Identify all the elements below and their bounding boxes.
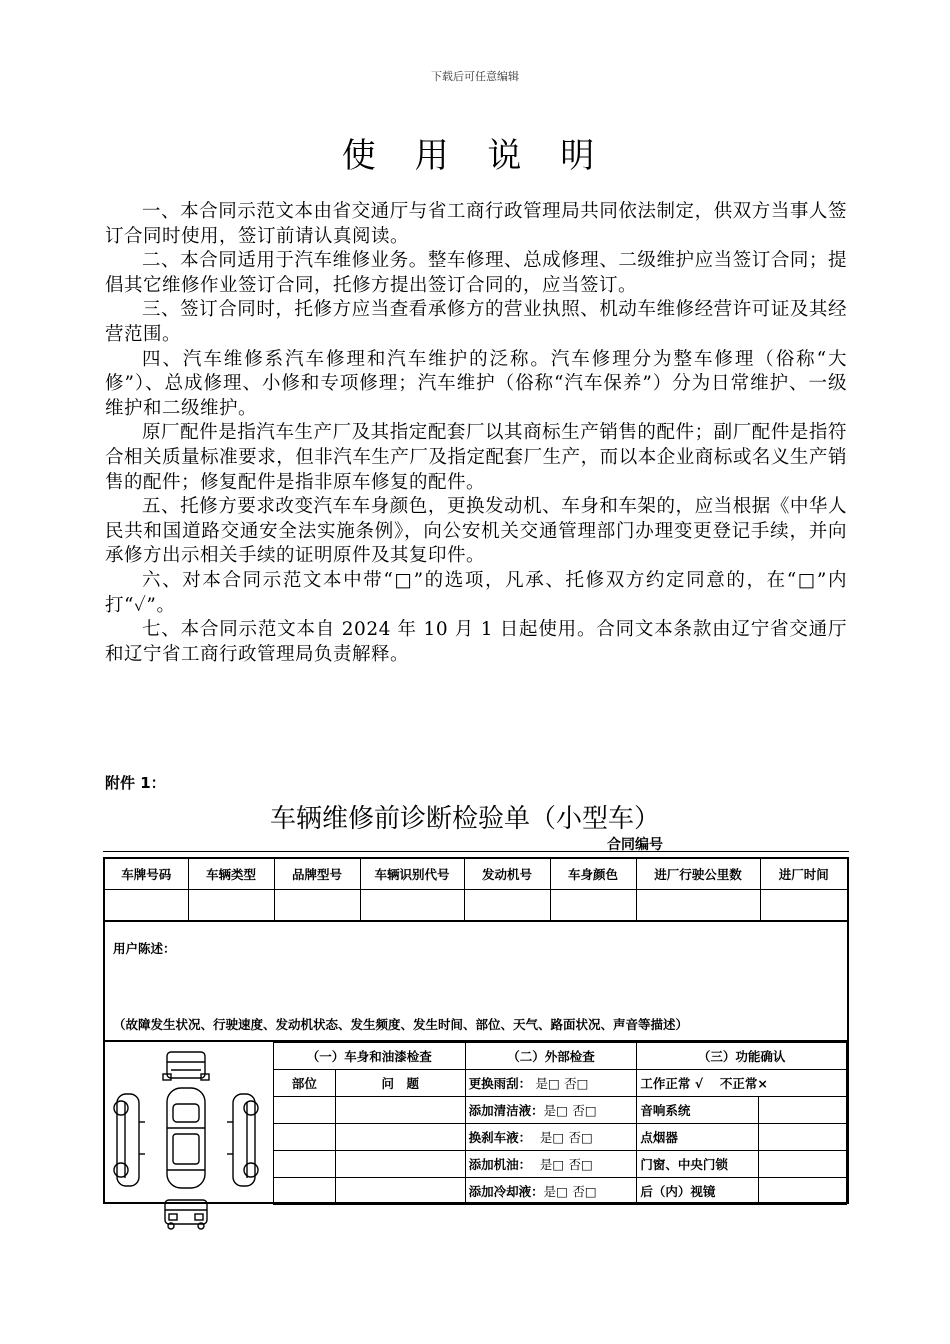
col-issue: 问 题	[335, 1070, 465, 1097]
cell-mileage[interactable]	[636, 890, 760, 922]
no-checkbox[interactable]: 否□	[572, 1184, 597, 1199]
user-statement-hint: （故障发生状况、行驶速度、发动机状态、发生频度、发生时间、部位、天气、路面状况、声音等描述）	[113, 1017, 689, 1032]
function-item: 后（内）视镜	[637, 1178, 759, 1205]
col-brand-model: 品牌型号	[274, 858, 360, 890]
exterior-item[interactable]	[465, 1097, 637, 1124]
paragraph-7: 六、对本合同示范文本中带“□”的选项，凡承、托修双方约定同意的，在“□”内打“✓”。	[105, 569, 847, 616]
paragraph-6: 五、托修方要求改变汽车车身颜色，更换发动机、车身和车架的，应当根据《中华人民共和国道路交通安全法实施条例》，向公安机关交通管理部门办理变更登记手续，并向承修方出示相关手续的证明原件及其复印件。	[105, 496, 847, 567]
inspection-table	[273, 1042, 847, 1205]
car-diagram	[105, 1042, 273, 1232]
section-function: （三）功能确认	[637, 1043, 847, 1070]
function-check-cell[interactable]	[759, 1124, 847, 1151]
issue-cell[interactable]	[335, 1151, 465, 1178]
function-item: 工作正常 √ 不正常×	[637, 1070, 847, 1097]
yes-checkbox[interactable]: 是□	[543, 1103, 568, 1118]
col-engine-no: 发动机号	[464, 858, 550, 890]
exterior-label: 添加机油：	[468, 1157, 532, 1172]
yes-checkbox[interactable]: 是□	[539, 1157, 565, 1172]
attachment-label: 附件 1：	[105, 774, 166, 792]
paragraph-2: 二、本合同适用于汽车维修业务。整车修理、总成修理、二级维护应当签订合同；提倡其它维修作业签订合同，托修方提出签订合同的，应当签订。	[105, 250, 847, 296]
contract-number-line	[103, 851, 849, 852]
exterior-item[interactable]	[465, 1070, 637, 1097]
paragraph-5: 原厂配件是指汽车生产厂及其指定配套厂以其商标生产销售的配件；副厂配件是指符合相关质量标准要求，但非汽车生产厂及指定配套厂生产，而以本企业商标或名义生产销售的配件；修复配件是指非原车修复的配件。	[105, 422, 847, 493]
col-plate: 车牌号码	[104, 858, 188, 890]
issue-cell[interactable]	[335, 1124, 465, 1151]
cell-body-color[interactable]	[550, 890, 636, 922]
page-title: 使 用 说 明	[341, 136, 609, 176]
instructions-body	[105, 200, 847, 667]
issue-cell[interactable]	[335, 1097, 465, 1124]
vehicle-info-table	[103, 857, 849, 922]
col-vehicle-type: 车辆类型	[188, 858, 274, 890]
exterior-label: 换刹车液：	[468, 1130, 532, 1145]
no-checkbox[interactable]: 否□	[572, 1103, 597, 1118]
paragraph-3: 三、签订合同时，托修方应当查看承修方的营业执照、机动车维修经营许可证及其经营范围。	[105, 299, 847, 345]
yes-checkbox[interactable]: 是□	[539, 1130, 565, 1145]
car-outline-icon	[105, 1042, 273, 1232]
contract-number-label: 合同编号	[607, 837, 663, 853]
function-check-cell[interactable]	[759, 1178, 847, 1205]
col-entry-time: 进厂时间	[760, 858, 848, 890]
form-title: 车辆维修前诊断检验单（小型车）	[269, 804, 660, 834]
exterior-label: 添加冷却液：	[468, 1184, 544, 1199]
part-cell[interactable]	[274, 1124, 336, 1151]
cell-vehicle-type[interactable]	[188, 890, 274, 922]
col-vin: 车辆识别代号	[360, 858, 464, 890]
exterior-item[interactable]	[465, 1178, 637, 1205]
no-checkbox[interactable]: 否□	[564, 1076, 589, 1091]
user-statement-label: 用户陈述：	[113, 941, 176, 956]
user-statement-box[interactable]	[103, 920, 849, 1042]
function-item: 点烟器	[637, 1124, 759, 1151]
cell-brand-model[interactable]	[274, 890, 360, 922]
yes-checkbox[interactable]: 是□	[543, 1184, 568, 1199]
yes-checkbox[interactable]: 是□	[535, 1076, 560, 1091]
part-cell[interactable]	[274, 1178, 336, 1205]
part-cell[interactable]	[274, 1151, 336, 1178]
cell-vin[interactable]	[360, 890, 464, 922]
exterior-item[interactable]	[465, 1124, 637, 1151]
section-body-paint: （一）车身和油漆检查	[274, 1043, 466, 1070]
exterior-label: 更换雨刮：	[468, 1076, 532, 1091]
col-part: 部位	[274, 1070, 336, 1097]
no-checkbox[interactable]: 否□	[568, 1157, 593, 1172]
part-cell[interactable]	[274, 1097, 336, 1124]
exterior-item[interactable]	[465, 1151, 637, 1178]
function-item: 音响系统	[637, 1097, 759, 1124]
function-check-cell[interactable]	[759, 1097, 847, 1124]
cell-entry-time[interactable]	[760, 890, 848, 922]
paragraph-4: 四、汽车维修系汽车修理和汽车维护的泛称。汽车修理分为整车修理（俗称“大修”）、总成修理、小修和专项修理；汽车维护（俗称“汽车保养”）分为日常维护、一级维护和二级维护。	[105, 348, 847, 419]
cell-engine-no[interactable]	[464, 890, 550, 922]
download-note: 下载后可任意编辑	[431, 70, 519, 83]
issue-cell[interactable]	[335, 1178, 465, 1205]
paragraph-8: 七、本合同示范文本自 2024 年 10 月 1 日起使用。合同文本条款由辽宁省交通厅和辽宁省工商行政管理局负责解释。	[105, 619, 847, 665]
exterior-label: 添加清洁液：	[468, 1103, 544, 1118]
no-checkbox[interactable]: 否□	[568, 1130, 593, 1145]
col-body-color: 车身颜色	[550, 858, 636, 890]
cell-plate[interactable]	[104, 890, 188, 922]
function-check-cell[interactable]	[759, 1151, 847, 1178]
col-mileage: 进厂行驶公里数	[636, 858, 760, 890]
paragraph-1: 一、本合同示范文本由省交通厅与省工商行政管理局共同依法制定，供双方当事人签订合同时使用，签订前请认真阅读。	[105, 201, 847, 247]
function-item: 门窗、中央门锁	[637, 1151, 759, 1178]
section-exterior: （二）外部检查	[465, 1043, 637, 1070]
